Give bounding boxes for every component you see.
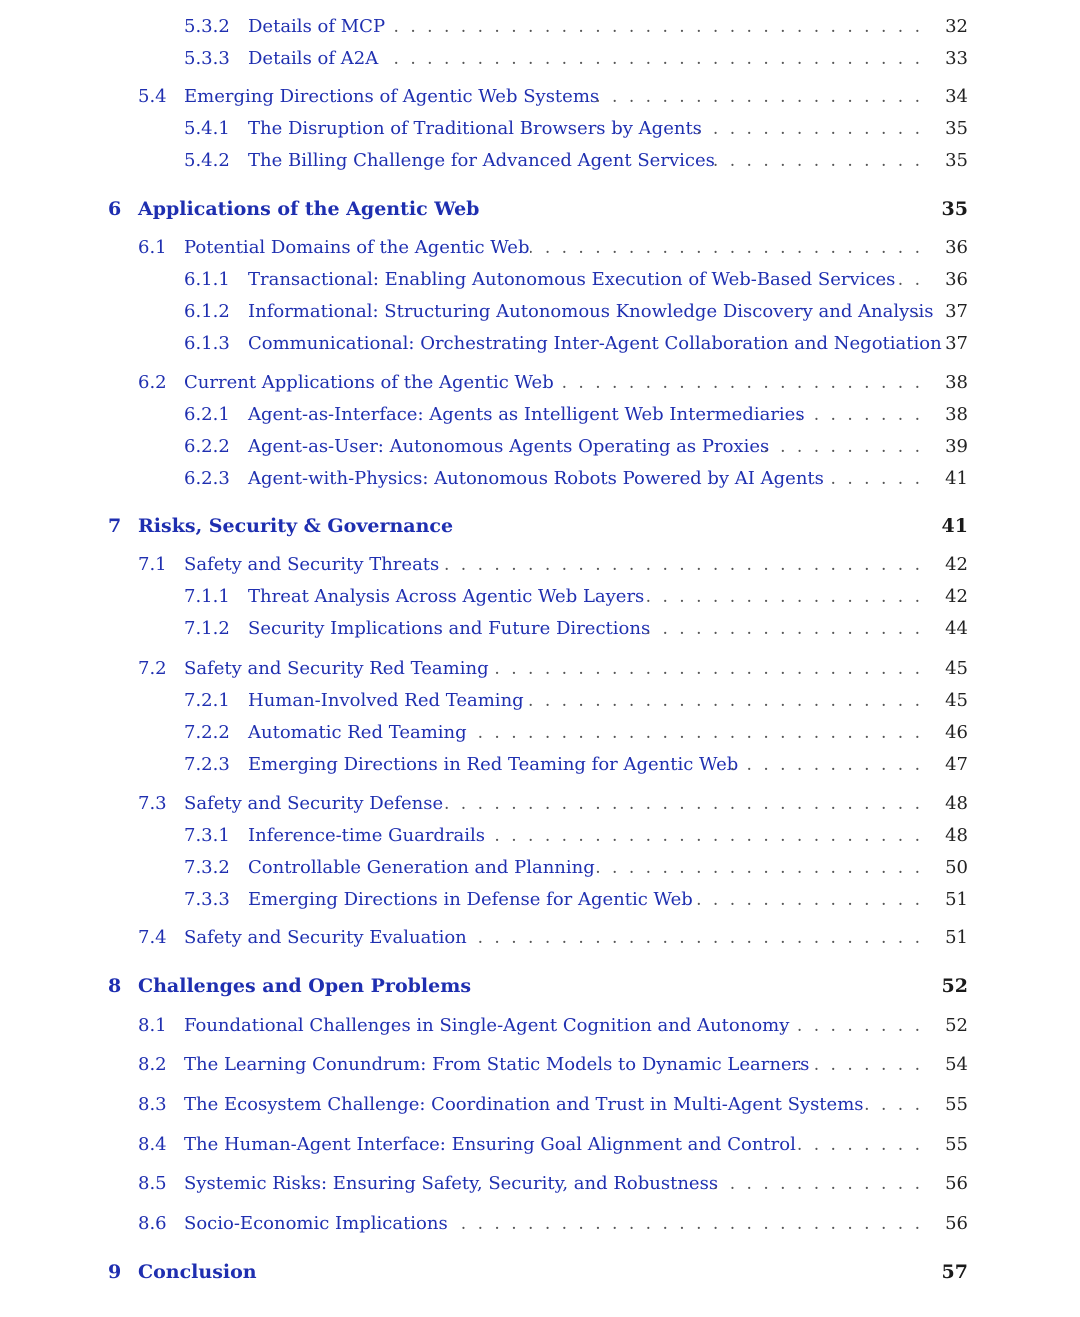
toc-leader-dots <box>484 654 920 684</box>
toc-page-number: 48 <box>945 825 968 846</box>
toc-page-number: 50 <box>945 857 968 878</box>
toc-leader-dots <box>528 686 920 716</box>
toc-title: The Learning Conundrum: From Static Models to Dynamic Learners <box>184 1054 810 1075</box>
toc-page-number: 42 <box>945 554 968 575</box>
toc-page-number: 36 <box>945 237 968 258</box>
toc-page-number: 34 <box>945 86 968 107</box>
toc-number: 9 <box>108 1261 122 1283</box>
toc-page-number: 46 <box>945 722 968 743</box>
toc-entry-subsection[interactable] <box>0 550 1080 580</box>
toc-page-number: 48 <box>945 793 968 814</box>
toc-page-number: 39 <box>945 436 968 457</box>
toc-entry-section[interactable] <box>0 511 1080 541</box>
toc-page-number: 55 <box>945 1094 968 1115</box>
toc-number: 7.1 <box>138 554 167 575</box>
toc-page-number: 32 <box>945 16 968 37</box>
toc-page-number: 42 <box>945 586 968 607</box>
toc-page-number: 45 <box>945 690 968 711</box>
toc-number: 7.3.3 <box>184 889 230 910</box>
toc-leader-dots <box>792 1050 920 1080</box>
toc-number: 7.3.1 <box>184 825 230 846</box>
toc-number: 5.3.3 <box>184 48 230 69</box>
toc-entry-subsection[interactable] <box>0 1050 1080 1080</box>
toc-title: Automatic Red Teaming <box>248 722 467 743</box>
toc-title: Socio-Economic Implications <box>184 1213 448 1234</box>
toc-page-number: 54 <box>945 1054 968 1075</box>
toc-entry-section[interactable] <box>0 194 1080 224</box>
toc-title: Conclusion <box>138 1261 257 1283</box>
toc-leader-dots <box>392 44 920 74</box>
toc-number: 8.3 <box>138 1094 167 1115</box>
toc-number: 6.1.3 <box>184 333 230 354</box>
toc-number: 8.1 <box>138 1015 167 1036</box>
toc-page-number: 35 <box>945 118 968 139</box>
toc-title: Emerging Directions in Red Teaming for Agentic Web <box>248 754 739 775</box>
toc-title: Systemic Risks: Ensuring Safety, Security, and Robustness <box>184 1173 719 1194</box>
toc-leader-dots <box>822 464 920 494</box>
toc-entry-subsection[interactable] <box>0 1169 1080 1199</box>
toc-leader-dots <box>790 400 920 430</box>
toc-entry-subsubsection[interactable] <box>0 329 1080 359</box>
toc-title: Safety and Security Threats <box>184 554 440 575</box>
toc-page-number: 47 <box>945 754 968 775</box>
toc-number: 6.1.2 <box>184 301 230 322</box>
toc-number: 7.1.1 <box>184 586 230 607</box>
toc-leader-dots <box>530 233 920 263</box>
toc-entry-section[interactable] <box>0 971 1080 1001</box>
toc-entry-subsection[interactable] <box>0 1130 1080 1160</box>
toc-page-number: 51 <box>945 889 968 910</box>
toc-number: 7.2.2 <box>184 722 230 743</box>
toc-title: Safety and Security Evaluation <box>184 927 467 948</box>
toc-entry-subsubsection[interactable] <box>0 750 1080 780</box>
toc-title: Challenges and Open Problems <box>138 975 472 997</box>
toc-page-number: 44 <box>945 618 968 639</box>
toc-number: 6.2.3 <box>184 468 230 489</box>
toc-title: Details of A2A <box>248 48 379 69</box>
toc-title: Informational: Structuring Autonomous Knowledge Discovery and Analysis <box>248 301 934 322</box>
toc-entry-subsubsection[interactable] <box>0 821 1080 851</box>
toc-title: Safety and Security Red Teaming <box>184 658 489 679</box>
toc-leader-dots <box>468 923 920 953</box>
toc-entry-subsubsection[interactable] <box>0 853 1080 883</box>
toc-entry-subsubsection[interactable] <box>0 464 1080 494</box>
toc-title: Emerging Directions in Defense for Agentic Web <box>248 889 693 910</box>
toc-leader-dots <box>700 1169 920 1199</box>
toc-page-number: 38 <box>945 372 968 393</box>
toc-leader-dots <box>436 550 920 580</box>
toc-number: 8.5 <box>138 1173 167 1194</box>
toc-entry-subsubsection[interactable] <box>0 614 1080 644</box>
toc-title: Foundational Challenges in Single-Agent Cognition and Autonomy <box>184 1015 790 1036</box>
toc-number: 5.3.2 <box>184 16 230 37</box>
toc-entry-subsection[interactable] <box>0 1011 1080 1041</box>
toc-number: 7 <box>108 515 122 537</box>
toc-leader-dots <box>684 885 920 915</box>
toc-entry-subsection[interactable] <box>0 82 1080 112</box>
toc-leader-dots <box>468 718 920 748</box>
toc-title: Security Implications and Future Directions <box>248 618 651 639</box>
toc-page-number: 45 <box>945 658 968 679</box>
toc-title: The Disruption of Traditional Browsers by Agents <box>248 118 702 139</box>
toc-entry-subsubsection[interactable] <box>0 114 1080 144</box>
toc-number: 8.4 <box>138 1134 167 1155</box>
toc-number: 7.4 <box>138 927 167 948</box>
toc-title: Emerging Directions of Agentic Web Systems <box>184 86 600 107</box>
toc-title: Threat Analysis Across Agentic Web Layers <box>248 586 645 607</box>
toc-number: 7.2.3 <box>184 754 230 775</box>
toc-entry-subsection[interactable] <box>0 789 1080 819</box>
toc-leader-dots <box>700 146 920 176</box>
toc-page-number: 35 <box>945 150 968 171</box>
toc-number: 7.3 <box>138 793 167 814</box>
toc-entry-subsubsection[interactable] <box>0 297 1080 327</box>
toc-number: 8.6 <box>138 1213 167 1234</box>
toc-entry-subsubsection[interactable] <box>0 885 1080 915</box>
toc-title: Agent-as-User: Autonomous Agents Operating as Proxies <box>248 436 770 457</box>
toc-entry-subsection[interactable] <box>0 923 1080 953</box>
toc-page-number: 37 <box>945 333 968 354</box>
toc-page-number: 36 <box>945 269 968 290</box>
toc-entry-subsubsection[interactable] <box>0 146 1080 176</box>
toc-entry-section[interactable] <box>0 1257 1080 1287</box>
toc-number: 8.2 <box>138 1054 167 1075</box>
toc-title: Agent-as-Interface: Agents as Intelligent Web Intermediaries <box>248 404 805 425</box>
toc-title: Communicational: Orchestrating Inter-Agent Collaboration and Negotiation <box>248 333 942 354</box>
toc-number: 5.4 <box>138 86 167 107</box>
toc-leader-dots <box>392 12 920 42</box>
toc-title: Current Applications of the Agentic Web <box>184 372 554 393</box>
toc-entry-subsubsection[interactable] <box>0 686 1080 716</box>
toc-title: The Billing Challenge for Advanced Agent Services <box>248 150 715 171</box>
toc-leader-dots <box>910 297 920 327</box>
toc-entry-subsection[interactable] <box>0 233 1080 263</box>
toc-entry-subsubsection[interactable] <box>0 44 1080 74</box>
toc-number: 6 <box>108 198 122 220</box>
toc-entry-subsection[interactable] <box>0 1090 1080 1120</box>
toc-title: Applications of the Agentic Web <box>138 198 480 220</box>
toc-leader-dots <box>790 1130 920 1160</box>
toc-number: 7.2 <box>138 658 167 679</box>
toc-title: The Ecosystem Challenge: Coordination and Trust in Multi-Agent Systems <box>184 1094 864 1115</box>
toc-number: 6.1 <box>138 237 167 258</box>
toc-title: Agent-with-Physics: Autonomous Robots Powered by AI Agents <box>248 468 824 489</box>
toc-leader-dots <box>452 1209 920 1239</box>
toc-leader-dots <box>436 789 920 819</box>
toc-title: Potential Domains of the Agentic Web <box>184 237 530 258</box>
toc-entry-subsubsection[interactable] <box>0 12 1080 42</box>
toc-page-number: 37 <box>945 301 968 322</box>
toc-number: 7.1.2 <box>184 618 230 639</box>
toc-page-number: 38 <box>945 404 968 425</box>
toc-page-number: 41 <box>945 468 968 489</box>
toc-number: 6.2.2 <box>184 436 230 457</box>
toc-leader-dots <box>638 582 920 612</box>
toc-page-number: 56 <box>945 1213 968 1234</box>
toc-entry-subsubsection[interactable] <box>0 718 1080 748</box>
toc-title: The Human-Agent Interface: Ensuring Goal Alignment and Control <box>184 1134 796 1155</box>
toc-number: 7.3.2 <box>184 857 230 878</box>
toc-page-number: 56 <box>945 1173 968 1194</box>
toc-entry-subsection[interactable] <box>0 1209 1080 1239</box>
toc-page-number: 51 <box>945 927 968 948</box>
toc-title: Safety and Security Defense <box>184 793 444 814</box>
toc-title: Transactional: Enabling Autonomous Execution of Web-Based Services <box>248 269 896 290</box>
toc-page-number: 52 <box>945 1015 968 1036</box>
toc-leader-dots <box>560 368 920 398</box>
toc-leader-dots <box>592 82 920 112</box>
toc-number: 5.4.1 <box>184 118 230 139</box>
toc-entry-subsection[interactable] <box>0 654 1080 684</box>
toc-title: Human-Involved Red Teaming <box>248 690 524 711</box>
toc-page-number: 57 <box>941 1261 968 1283</box>
toc-title: Inference-time Guardrails <box>248 825 486 846</box>
toc-leader-dots <box>760 432 920 462</box>
toc-entry-subsection[interactable] <box>0 368 1080 398</box>
toc-entry-subsubsection[interactable] <box>0 432 1080 462</box>
toc-number: 6.2 <box>138 372 167 393</box>
toc-leader-dots <box>852 1090 920 1120</box>
toc-leader-dots <box>592 853 920 883</box>
toc-entry-subsubsection[interactable] <box>0 582 1080 612</box>
toc-title: Risks, Security & Governance <box>138 515 454 537</box>
toc-entry-subsubsection[interactable] <box>0 400 1080 430</box>
toc-number: 6.1.1 <box>184 269 230 290</box>
toc-page-number: 33 <box>945 48 968 69</box>
toc-page-number: 52 <box>941 975 968 997</box>
toc-page-number: 41 <box>941 515 968 537</box>
toc-number: 6.2.1 <box>184 404 230 425</box>
toc-leader-dots <box>776 1011 920 1041</box>
toc-page-number: 35 <box>941 198 968 220</box>
toc-leader-dots <box>698 114 920 144</box>
toc-leader-dots <box>484 821 920 851</box>
toc-leader-dots <box>638 614 920 644</box>
toc-leader-dots <box>730 750 920 780</box>
toc-entry-subsubsection[interactable] <box>0 265 1080 295</box>
toc-number: 8 <box>108 975 122 997</box>
toc-page-number: 55 <box>945 1134 968 1155</box>
toc-title: Details of MCP <box>248 16 386 37</box>
toc-leader-dots <box>880 265 920 295</box>
toc-number: 7.2.1 <box>184 690 230 711</box>
toc-title: Controllable Generation and Planning <box>248 857 595 878</box>
toc-number: 5.4.2 <box>184 150 230 171</box>
